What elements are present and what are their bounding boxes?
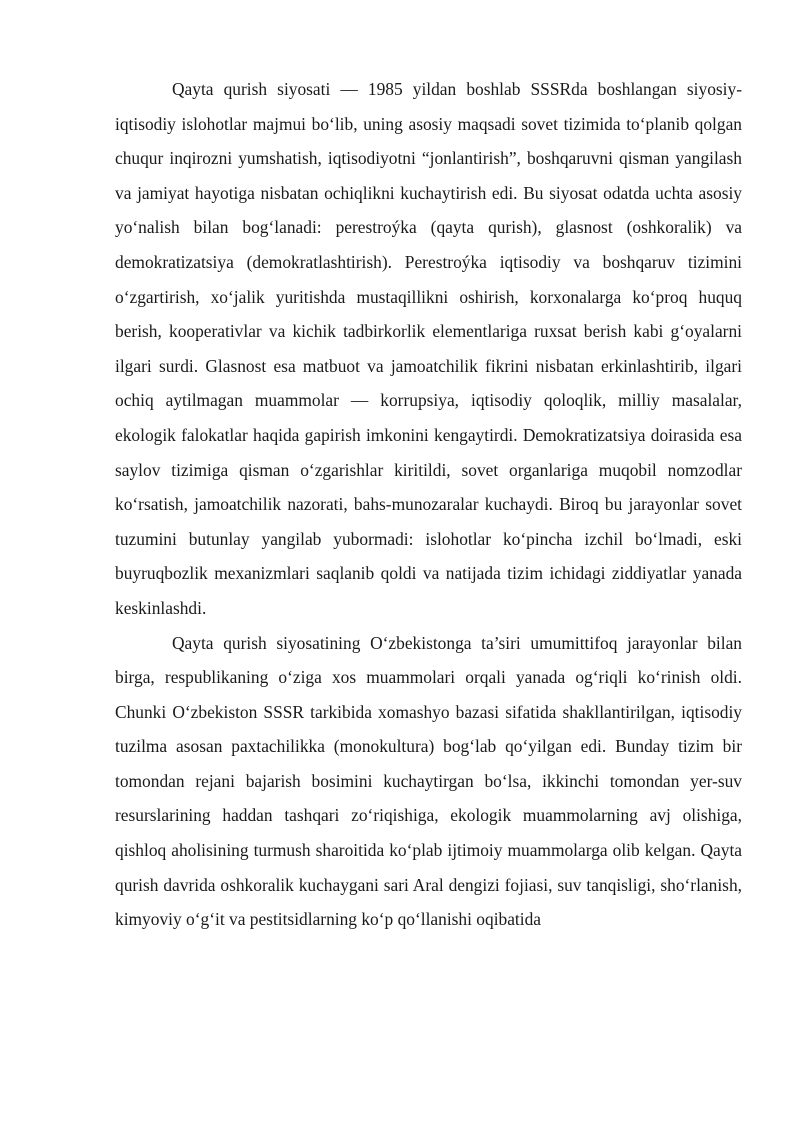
paragraph-1: Qayta qurish siyosati — 1985 yildan boshlab SSSRda boshlangan siyosiy-iqtisodiy islohotlar majmui bo‘lib, uning asosiy maqsadi sovet tizimida to‘planib qolgan chuqur inqirozni yumshatish, iqtisodiyotni “jonlantirish”, boshqaruvni qisman yangilash va jamiyat hayotiga nisbatan ochiqlikni kuchaytirish edi. Bu siyosat odatda uchta asosiy yo‘nalish bilan bog‘lanadi: perestroýka (qayta qurish), glasnost (oshkoralik) va demokratizatsiya (demokratlashtirish). Perestroýka iqtisodiy va boshqaruv tizimini o‘zgartirish, xo‘jalik yuritishda mustaqillikni oshirish, korxonalarga ko‘proq huquq berish, kooperativlar va kichik tadbirkorlik elementlariga ruxsat berish kabi g‘oyalarni ilgari surdi. Glasnost esa matbuot va jamoatchilik fikrini nisbatan erkinlashtirib, ilgari ochiq aytilmagan muammolar — korrupsiya, iqtisodiy qoloqlik, milliy masalalar, ekologik falokatlar haqida gapirish imkonini kengaytirdi. Demokratizatsiya doirasida esa saylov tizimiga qisman o‘zgarishlar kiritildi, sovet organlariga muqobil nomzodlar ko‘rsatish, jamoatchilik nazorati, bahs-munozaralar kuchaydi. Biroq bu jarayonlar sovet tuzumini butunlay yangilab yubormadi: islohotlar ko‘pincha izchil bo‘lmadi, eski buyruqbozlik mexanizmlari saqlanib qoldi va natijada tizim ichidagi ziddiyatlar yanada keskinlashdi. xyxy=(115,79,742,618)
document-page xyxy=(115,72,742,937)
paragraph-2: Qayta qurish siyosatining O‘zbekistonga ta’siri umumittifoq jarayonlar bilan birga, respublikaning o‘ziga xos muammolari orqali yanada og‘riqli ko‘rinish oldi. Chunki O‘zbekiston SSSR tarkibida xomashyo bazasi sifatida shakllantirilgan, iqtisodiy tuzilma asosan paxtachilikka (monokultura) bog‘lab qo‘yilgan edi. Bunday tizim bir tomondan rejani bajarish bosimini kuchaytirgan bo‘lsa, ikkinchi tomondan yer-suv resurslarining haddan tashqari zo‘riqishiga, ekologik muammolarning avj olishiga, qishloq aholisining turmush sharoitida ko‘plab ijtimoiy muammolarga olib kelgan. Qayta qurish davrida oshkoralik kuchaygani sari Aral dengizi fojiasi, suv tanqisligi, sho‘rlanish, kimyoviy o‘g‘it va pestitsidlarning ko‘p qo‘llanishi oqibatida xyxy=(115,632,742,930)
